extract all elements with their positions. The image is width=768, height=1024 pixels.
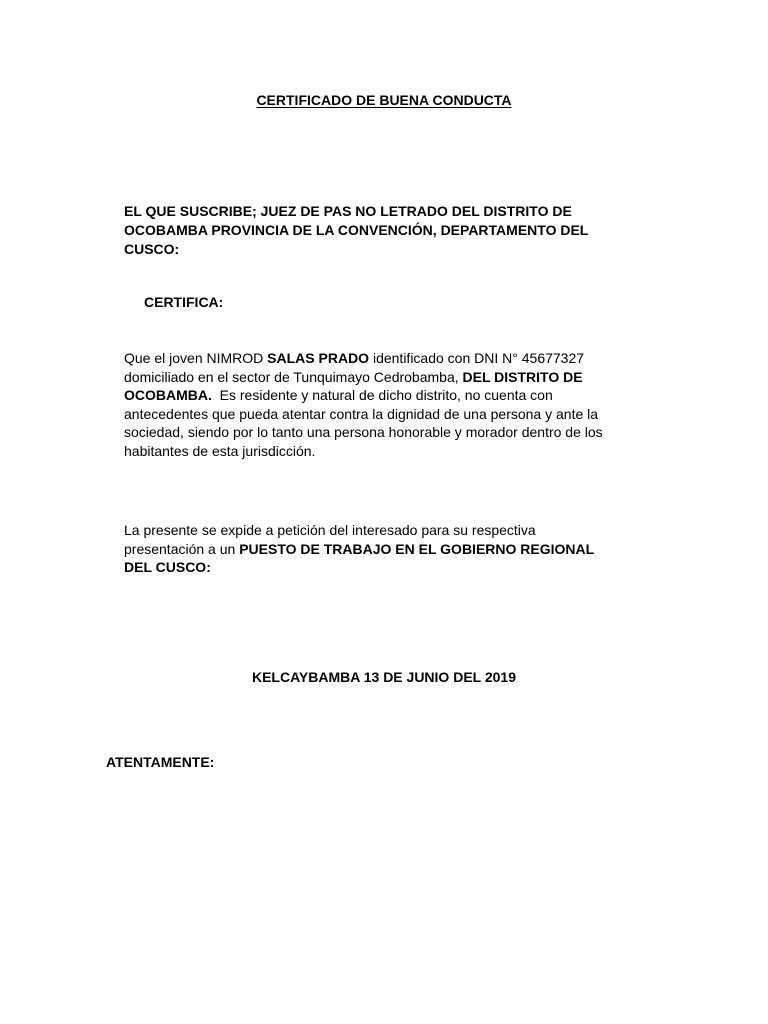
document-title: CERTIFICADO DE BUENA CONDUCTA — [256, 92, 512, 108]
body-line: antecedentes que pueda atentar contra la dignidad de una persona y ante la — [124, 405, 599, 422]
purpose-line: La presente se expide a petición del interesado para su respectiva — [124, 522, 536, 538]
district-name-bold: OCOBAMBA. — [124, 387, 212, 403]
body-text: identificado con DNI N° 45677327 — [369, 350, 585, 366]
purpose-text: presentación a un — [124, 540, 240, 557]
purpose-line — [124, 540, 644, 559]
body-text: Es residente y natural de dicho distrito, no cuenta con — [211, 387, 553, 403]
certifica-heading: CERTIFICA: — [144, 294, 224, 310]
purpose-line — [124, 558, 644, 577]
purpose-paragraph — [124, 521, 644, 577]
signer-line: CUSCO: — [124, 241, 180, 257]
body-text: domiciliado en el sector de Tunquimayo Cedrobamba, — [124, 368, 463, 385]
signer-line: OCOBAMBA PROVINCIA DE LA CONVENCIÓN, DEPARTAMENTO DEL — [124, 222, 589, 238]
closing-salutation: ATENTAMENTE: — [106, 754, 215, 770]
person-surname: SALAS PRADO — [267, 350, 370, 366]
body-line — [124, 386, 644, 405]
body-line — [124, 368, 644, 387]
certificate-body — [124, 349, 644, 460]
body-line: sociedad, siendo por lo tanto una persona honorable y morador dentro de los — [124, 424, 603, 440]
body-line — [124, 349, 644, 368]
district-bold: DEL DISTRITO DE — [462, 368, 583, 385]
document-date: KELCAYBAMBA 13 DE JUNIO DEL 2019 — [251, 669, 516, 685]
signer-block — [124, 202, 624, 259]
body-line: habitantes de esta jurisdicción. — [124, 442, 316, 459]
signer-line: EL QUE SUSCRIBE; JUEZ DE PAS NO LETRADO DEL DISTRITO DE — [124, 203, 572, 219]
body-text: Que el joven NIMROD — [124, 350, 268, 366]
purpose-bold: PUESTO DE TRABAJO EN EL GOBIERNO REGIONAL — [239, 540, 595, 557]
purpose-bold: DEL CUSCO: — [124, 559, 211, 575]
